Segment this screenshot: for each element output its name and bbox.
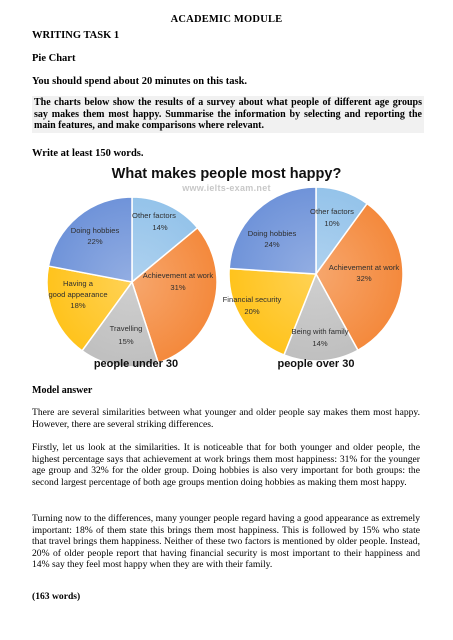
word-count: (163 words) — [32, 591, 81, 602]
pie-under-30-caption: people under 30 — [93, 358, 179, 370]
chart-type-label: Pie Chart — [32, 53, 76, 64]
slice-label-achievement-at-work: Achievement at work 32% — [328, 263, 400, 283]
answer-paragraph: Firstly, let us look at the similarities. It is noticeable that for both younger and older people, the highest percentage says that achievement at work brings them most happiness: 31% for the younger age group and 32% for the older group. Doing hobbies is also very important for both groups: the second largest percentage of both age groups mention doing hobbies as making them most happy. — [32, 442, 420, 488]
slice-label-being-with-family: Being with family 14% — [291, 327, 349, 348]
pie-over-30 — [223, 187, 403, 361]
slice-label-other-factors: Other factors 14% — [132, 211, 176, 232]
time-instruction: You should spend about 20 minutes on this task. — [32, 76, 248, 87]
module-header: ACADEMIC MODULE — [170, 14, 283, 25]
task-title: WRITING TASK 1 — [32, 30, 120, 41]
word-instruction: Write at least 150 words. — [32, 148, 144, 159]
answer-paragraph: Turning now to the differences, many younger people regard having a good appearance as extremely important: 18% of them state this brings them most happiness. This is followed by 15% who state that travel brings them happiness. Neither of these two factors is mentioned by older people. Instead, 20% of older people report that having financial security is most important to their happiness and 14% say they feel most happy when they are with their family. — [32, 513, 420, 570]
slice-label-doing-hobbies: Doing hobbies 22% — [70, 226, 120, 246]
slice-label-doing-hobbies: Doing hobbies 24% — [247, 229, 297, 249]
answer-paragraph: There are several similarities between what younger and older people say makes them most happy. However, there are several striking differences. — [32, 407, 420, 430]
watermark: www.ielts-exam.net — [182, 183, 271, 193]
slice-label-travelling: Travelling 15% — [109, 324, 143, 346]
pie-under-30 — [47, 197, 217, 367]
model-answer-heading: Model answer — [32, 385, 93, 396]
slice-label-achievement-at-work: Achievement at work 31% — [142, 271, 214, 292]
slice-label-having-a-good-appearance: Having a good appearance 18% — [48, 279, 108, 310]
pie-over-30-caption: people over 30 — [277, 358, 355, 370]
chart-title: What makes people most happy? — [111, 166, 342, 182]
slice-label-financial-security: Financial security 20% — [222, 295, 282, 316]
task-prompt: The charts below show the results of a survey about what people of different age groups say makes them most happy. Summarise the information by selecting and reporting the main features, and make comparisons where relevant. — [34, 97, 422, 131]
slice-label-other-factors: Other factors 10% — [310, 207, 354, 228]
